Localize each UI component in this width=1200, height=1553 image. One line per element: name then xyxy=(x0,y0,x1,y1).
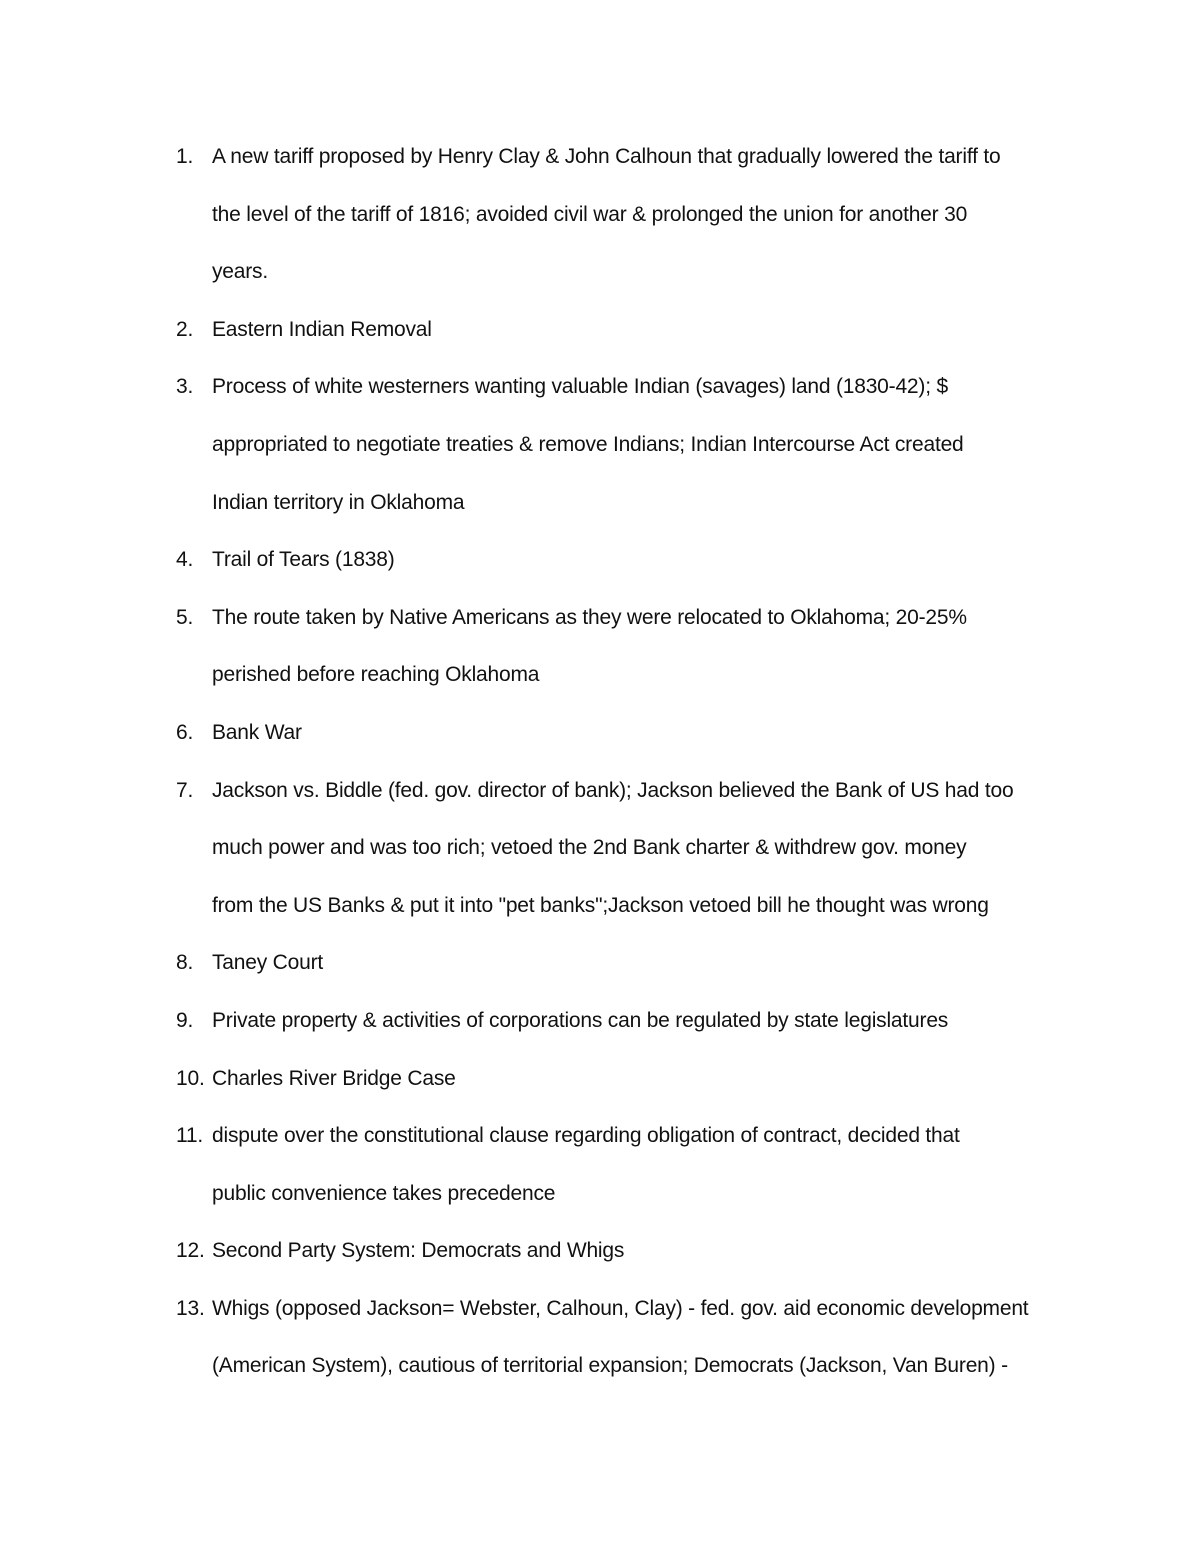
list-number: 1. xyxy=(176,145,194,168)
list-text-line: Charles River Bridge Case xyxy=(212,1066,456,1090)
numbered-list xyxy=(0,128,1200,1395)
list-item-4 xyxy=(0,531,1062,589)
list-item-10 xyxy=(0,1050,1062,1108)
list-number: 3. xyxy=(176,375,194,399)
list-item-7 xyxy=(0,762,1062,935)
list-text-line: Process of white westerners wanting valuable Indian (savages) land (1830-42); $ xyxy=(212,375,948,399)
list-text-line: public convenience takes precedence xyxy=(212,1181,556,1205)
list-text-line: (American System), cautious of territorial expansion; Democrats (Jackson, Van Buren) - xyxy=(212,1354,1008,1378)
list-text-line: the level of the tariff of 1816; avoided civil war & prolonged the union for another 30 xyxy=(212,202,968,226)
list-number: 9. xyxy=(176,1008,194,1032)
list-text-line: from the US Banks & put it into "pet banks";Jackson vetoed bill he thought was wrong xyxy=(212,893,989,917)
list-text-line: years. xyxy=(212,260,268,284)
list-number: 13. xyxy=(176,1296,205,1320)
list-item-11 xyxy=(0,1107,1062,1222)
list-text-line: appropriated to negotiate treaties & remove Indians; Indian Intercourse Act created xyxy=(212,432,964,456)
list-item-13 xyxy=(0,1280,1062,1395)
list-text-line: much power and was too rich; vetoed the 2nd Bank charter & withdrew gov. money xyxy=(212,836,967,860)
list-number: 4. xyxy=(176,548,194,572)
list-number: 2. xyxy=(176,317,194,341)
list-text-line: The route taken by Native Americans as they were relocated to Oklahoma; 20-25% xyxy=(212,605,967,629)
list-text-line: Trail of Tears (1838) xyxy=(212,548,395,572)
list-number: 10. xyxy=(176,1066,205,1090)
list-item-8 xyxy=(0,934,1062,992)
list-text-line: Private property & activities of corporations can be regulated by state legislatures xyxy=(212,1008,949,1032)
list-number: 5. xyxy=(176,605,194,629)
list-text-line: Eastern Indian Removal xyxy=(212,317,432,341)
list-item-5 xyxy=(0,589,1062,704)
list-text-line: dispute over the constitutional clause regarding obligation of contract, decided that xyxy=(212,1124,960,1148)
list-number: 11. xyxy=(176,1124,204,1148)
list-item-12 xyxy=(0,1222,1062,1280)
list-number: 6. xyxy=(176,720,194,744)
list-number: 12. xyxy=(176,1239,205,1263)
list-item-2 xyxy=(0,301,1062,359)
list-item-9 xyxy=(0,992,1062,1050)
list-item-3 xyxy=(0,358,1062,531)
list-text-line: Jackson vs. Biddle (fed. gov. director of bank); Jackson believed the Bank of US had too xyxy=(212,778,1014,802)
list-text-line: Indian territory in Oklahoma xyxy=(212,490,465,514)
list-text-line: Second Party System: Democrats and Whigs xyxy=(212,1239,625,1263)
list-number: 7. xyxy=(176,778,194,802)
list-number: 8. xyxy=(176,951,194,975)
list-text-line: Bank War xyxy=(212,720,302,744)
list-text-line: Whigs (opposed Jackson= Webster, Calhoun, Clay) - fed. gov. aid economic development xyxy=(212,1296,1029,1320)
list-text-line: Taney Court xyxy=(212,951,324,975)
list-item-1 xyxy=(0,128,1062,301)
list-text-line: perished before reaching Oklahoma xyxy=(212,663,540,687)
list-text-line: A new tariff proposed by Henry Clay & John Calhoun that gradually lowered the tariff to xyxy=(212,145,1001,168)
list-item-6 xyxy=(0,704,1062,762)
